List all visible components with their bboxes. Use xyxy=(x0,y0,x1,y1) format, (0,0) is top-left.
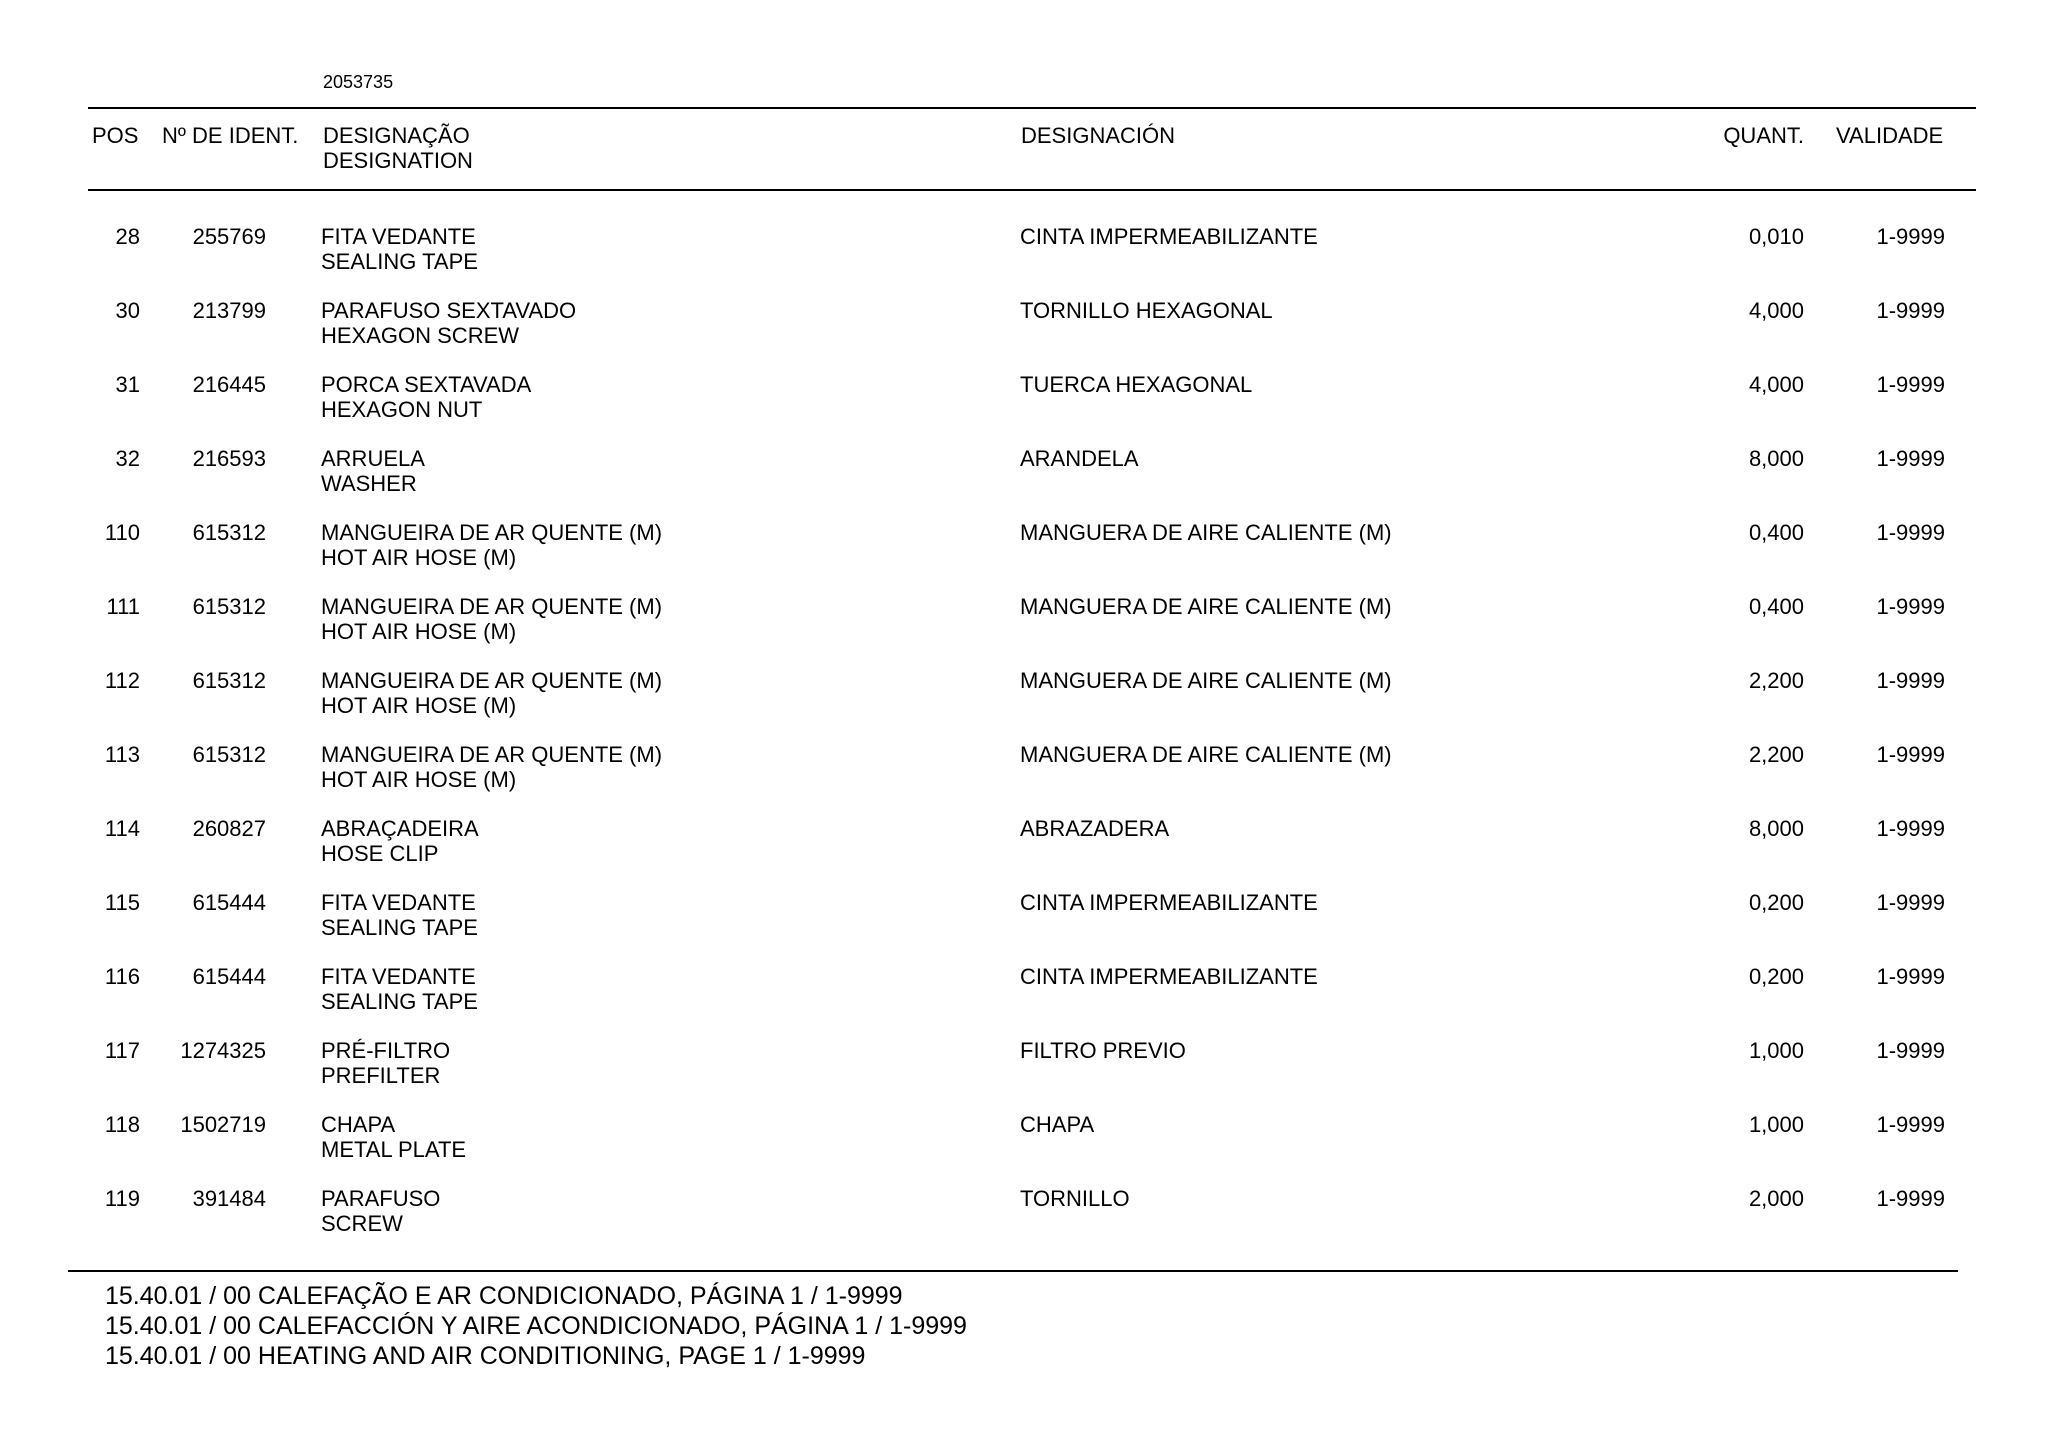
header-ident: Nº DE IDENT. xyxy=(162,123,299,148)
row-designation-es: MANGUERA DE AIRE CALIENTE (M) xyxy=(1020,742,1392,767)
row-ident-number: 615444 xyxy=(192,890,266,915)
row-designation-pt-en xyxy=(321,446,425,496)
row-designation-en: HOT AIR HOSE (M) xyxy=(321,767,517,792)
row-ident-number: 216593 xyxy=(192,446,266,471)
row-designation-pt: ABRAÇADEIRA xyxy=(321,816,479,841)
table-row xyxy=(0,1186,2048,1246)
header-designacao: DESIGNAÇÃO xyxy=(323,123,470,148)
row-designation-en: SEALING TAPE xyxy=(321,989,478,1014)
table-row xyxy=(0,890,2048,950)
table-row xyxy=(0,520,2048,580)
footer-line-en: 15.40.01 / 00 HEATING AND AIR CONDITIONING, PAGE 1 / 1-9999 xyxy=(105,1342,866,1370)
row-designation-en: WASHER xyxy=(321,471,417,496)
row-ident-number: 1274325 xyxy=(180,1038,266,1063)
row-designation-pt: MANGUEIRA DE AR QUENTE (M) xyxy=(321,668,663,693)
header-designation: DESIGNATION xyxy=(323,148,473,173)
row-quantity: 0,200 xyxy=(1748,890,1804,915)
row-ident-number: 615312 xyxy=(192,742,266,767)
row-designation-pt: MANGUEIRA DE AR QUENTE (M) xyxy=(321,520,663,545)
row-quantity: 1,000 xyxy=(1748,1038,1804,1063)
row-validity: 1-9999 xyxy=(1876,1186,1945,1211)
row-designation-pt: CHAPA xyxy=(321,1112,396,1137)
row-designation-es: CINTA IMPERMEABILIZANTE xyxy=(1020,890,1318,915)
table-row xyxy=(0,1038,2048,1098)
row-pos: 118 xyxy=(104,1112,140,1137)
table-row xyxy=(0,1112,2048,1172)
row-ident-number: 1502719 xyxy=(180,1112,266,1137)
row-quantity: 1,000 xyxy=(1748,1112,1804,1137)
row-designation-pt-en xyxy=(321,816,479,866)
row-designation-en: METAL PLATE xyxy=(321,1137,467,1162)
row-quantity: 0,400 xyxy=(1748,594,1804,619)
row-designation-en: HEXAGON SCREW xyxy=(321,323,520,348)
row-validity: 1-9999 xyxy=(1876,372,1945,397)
row-designation-en: SCREW xyxy=(321,1211,403,1236)
row-quantity: 0,400 xyxy=(1748,520,1804,545)
table-row xyxy=(0,224,2048,284)
row-designation-es: CINTA IMPERMEABILIZANTE xyxy=(1020,964,1318,989)
row-designation-en: HOT AIR HOSE (M) xyxy=(321,693,517,718)
row-designation-pt: PORCA SEXTAVADA xyxy=(321,372,532,397)
row-validity: 1-9999 xyxy=(1876,224,1945,249)
row-designation-en: HOT AIR HOSE (M) xyxy=(321,619,517,644)
table-row xyxy=(0,372,2048,432)
row-designation-pt: ARRUELA xyxy=(321,446,425,471)
row-quantity: 2,200 xyxy=(1748,742,1804,767)
footer-line-pt: 15.40.01 / 00 CALEFAÇÃO E AR CONDICIONADO, PÁGINA 1 / 1-9999 xyxy=(105,1282,903,1310)
row-ident-number: 213799 xyxy=(192,298,266,323)
row-ident-number: 615312 xyxy=(192,668,266,693)
row-validity: 1-9999 xyxy=(1876,594,1945,619)
row-quantity: 8,000 xyxy=(1748,446,1804,471)
row-validity: 1-9999 xyxy=(1876,520,1945,545)
row-validity: 1-9999 xyxy=(1876,1112,1945,1137)
header-bottom-rule xyxy=(88,189,1976,191)
row-pos: 115 xyxy=(104,890,140,915)
table-row xyxy=(0,446,2048,506)
row-quantity: 8,000 xyxy=(1748,816,1804,841)
row-designation-pt: PARAFUSO xyxy=(321,1186,441,1211)
row-ident-number: 391484 xyxy=(192,1186,266,1211)
row-designation-es: CHAPA xyxy=(1020,1112,1095,1137)
row-designation-en: HEXAGON NUT xyxy=(321,397,483,422)
row-pos: 111 xyxy=(106,594,140,619)
row-designation-pt-en xyxy=(321,668,662,718)
header-validity: VALIDADE xyxy=(1836,123,1944,148)
table-row xyxy=(0,816,2048,876)
row-designation-es: FILTRO PREVIO xyxy=(1020,1038,1186,1063)
row-designation-en: HOSE CLIP xyxy=(321,841,439,866)
page-footer xyxy=(105,1281,967,1371)
row-designation-pt-en xyxy=(321,742,662,792)
row-quantity: 2,200 xyxy=(1748,668,1804,693)
document-number: 2053735 xyxy=(323,72,394,92)
row-designation-pt: PARAFUSO SEXTAVADO xyxy=(321,298,577,323)
row-designation-pt-en xyxy=(321,1186,440,1236)
row-designation-es: MANGUERA DE AIRE CALIENTE (M) xyxy=(1020,668,1392,693)
row-pos: 113 xyxy=(104,742,140,767)
row-designation-pt: FITA VEDANTE xyxy=(321,890,476,915)
row-designation-pt: FITA VEDANTE xyxy=(321,964,476,989)
row-ident-number: 216445 xyxy=(192,372,266,397)
footer-rule xyxy=(68,1270,1958,1272)
row-designation-es: TUERCA HEXAGONAL xyxy=(1020,372,1253,397)
row-pos: 116 xyxy=(104,964,140,989)
row-designation-pt: MANGUEIRA DE AR QUENTE (M) xyxy=(321,594,663,619)
row-quantity: 4,000 xyxy=(1748,298,1804,323)
row-validity: 1-9999 xyxy=(1876,446,1945,471)
row-validity: 1-9999 xyxy=(1876,964,1945,989)
row-pos: 30 xyxy=(115,298,140,323)
row-designation-es: MANGUERA DE AIRE CALIENTE (M) xyxy=(1020,594,1392,619)
row-designation-pt-en xyxy=(321,594,662,644)
row-validity: 1-9999 xyxy=(1876,816,1945,841)
row-designation-pt: MANGUEIRA DE AR QUENTE (M) xyxy=(321,742,663,767)
row-designation-en: HOT AIR HOSE (M) xyxy=(321,545,517,570)
row-designation-es: CINTA IMPERMEABILIZANTE xyxy=(1020,224,1318,249)
row-designation-pt: PRÉ-FILTRO xyxy=(321,1038,451,1063)
row-designation-pt: FITA VEDANTE xyxy=(321,224,476,249)
table-row xyxy=(0,742,2048,802)
row-pos: 114 xyxy=(104,816,140,841)
row-designation-es: TORNILLO HEXAGONAL xyxy=(1020,298,1273,323)
row-validity: 1-9999 xyxy=(1876,298,1945,323)
row-designation-pt-en xyxy=(321,224,478,274)
header-top-rule xyxy=(88,107,1976,109)
row-quantity: 4,000 xyxy=(1748,372,1804,397)
row-quantity: 0,010 xyxy=(1748,224,1804,249)
row-validity: 1-9999 xyxy=(1876,1038,1945,1063)
row-designation-pt-en xyxy=(321,520,662,570)
row-quantity: 0,200 xyxy=(1748,964,1804,989)
table-header xyxy=(0,123,2048,183)
row-ident-number: 615444 xyxy=(192,964,266,989)
row-designation-pt-en xyxy=(321,1038,450,1088)
row-designation-pt-en xyxy=(321,298,576,348)
table-row xyxy=(0,594,2048,654)
row-validity: 1-9999 xyxy=(1876,742,1945,767)
row-pos: 119 xyxy=(104,1186,140,1211)
row-designation-es: MANGUERA DE AIRE CALIENTE (M) xyxy=(1020,520,1392,545)
row-quantity: 2,000 xyxy=(1748,1186,1804,1211)
header-quantity: QUANT. xyxy=(1723,123,1804,148)
row-ident-number: 255769 xyxy=(192,224,266,249)
table-row xyxy=(0,964,2048,1024)
row-pos: 110 xyxy=(104,520,140,545)
table-row xyxy=(0,668,2048,728)
row-pos: 32 xyxy=(115,446,140,471)
footer-line-es: 15.40.01 / 00 CALEFACCIÓN Y AIRE ACONDICIONADO, PÁGINA 1 / 1-9999 xyxy=(105,1312,967,1340)
row-validity: 1-9999 xyxy=(1876,668,1945,693)
row-designation-en: PREFILTER xyxy=(321,1063,441,1088)
header-pos: POS xyxy=(92,123,139,148)
table-row xyxy=(0,298,2048,358)
row-designation-es: ARANDELA xyxy=(1020,446,1139,471)
header-designation-pt-en xyxy=(323,123,473,173)
row-pos: 28 xyxy=(115,224,140,249)
row-validity: 1-9999 xyxy=(1876,890,1945,915)
row-ident-number: 260827 xyxy=(192,816,266,841)
header-designacion: DESIGNACIÓN xyxy=(1021,123,1176,148)
row-ident-number: 615312 xyxy=(192,520,266,545)
row-designation-pt-en xyxy=(321,1112,466,1162)
row-designation-en: SEALING TAPE xyxy=(321,249,478,274)
row-ident-number: 615312 xyxy=(192,594,266,619)
row-designation-es: ABRAZADERA xyxy=(1020,816,1170,841)
row-pos: 31 xyxy=(115,372,140,397)
row-designation-pt-en xyxy=(321,372,531,422)
row-designation-es: TORNILLO xyxy=(1020,1186,1130,1211)
row-pos: 112 xyxy=(104,668,140,693)
row-designation-en: SEALING TAPE xyxy=(321,915,478,940)
row-designation-pt-en xyxy=(321,890,478,940)
row-pos: 117 xyxy=(104,1038,140,1063)
row-designation-pt-en xyxy=(321,964,478,1014)
